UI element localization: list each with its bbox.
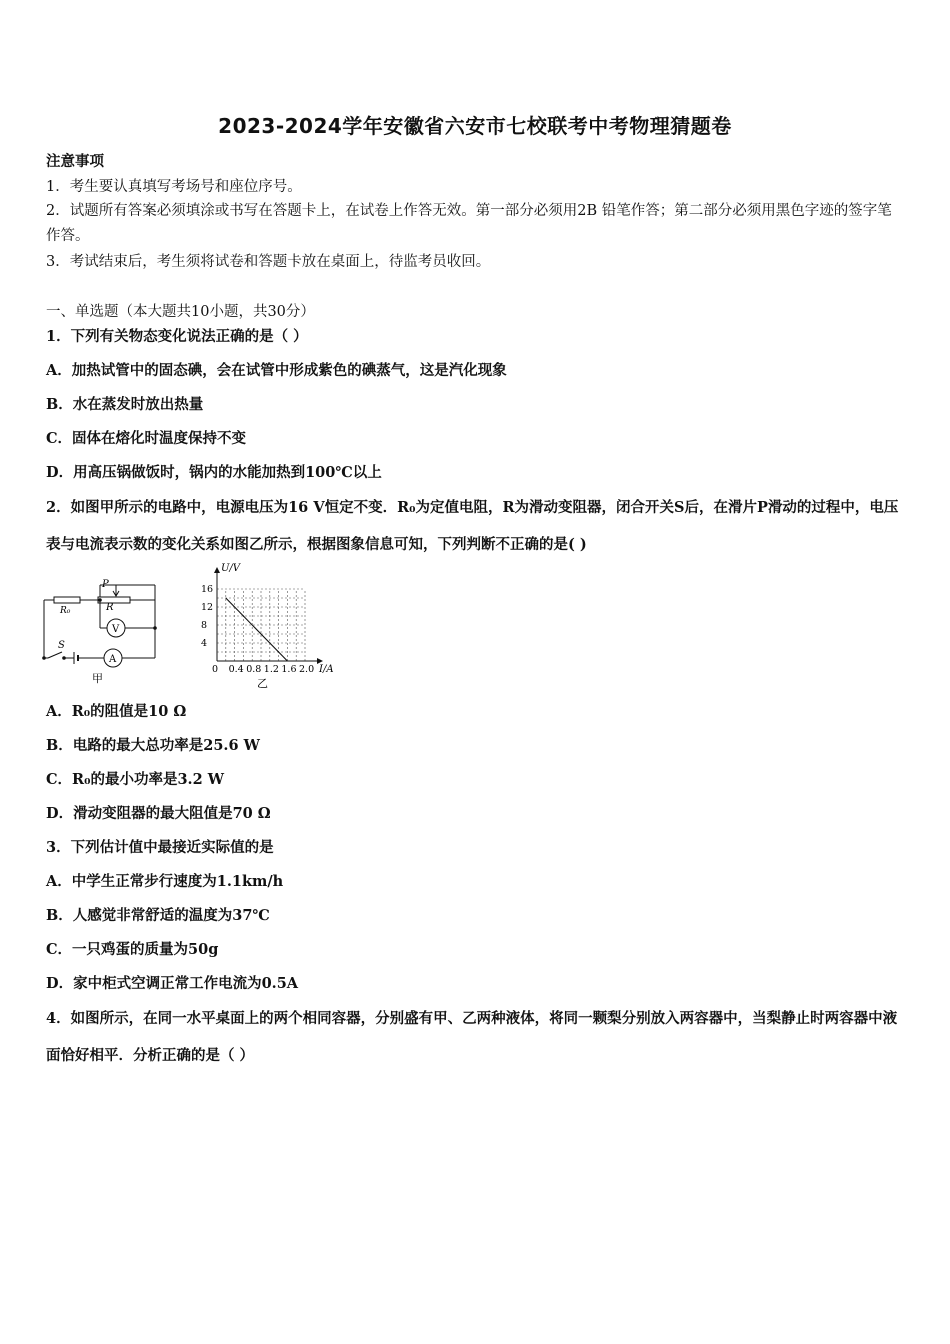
q2-stem: 2．如图甲所示的电路中，电源电压为16 V恒定不变．R₀为定值电阻，R为滑动变阻器，闭合开关S后，在滑片P滑动的过程中，电压表与电流表示数的变化关系如图乙所示，根据图象信息可知，下列判断不正确的是( ) — [46, 499, 899, 553]
notice-item-3: 3．考试结束后，考生须将试卷和答题卡放在桌面上，待监考员收回。 — [46, 254, 491, 270]
notice-item-2: 2．试题所有答案必须填涂或书写在答题卡上，在试卷上作答无效。第一部分必须用2B 铅笔作答；第二部分必须用黑色字迹的签字笔作答。 — [46, 203, 892, 244]
q1-option-c: C．固体在熔化时温度保持不变 — [46, 430, 247, 447]
circuit-diagram — [40, 578, 165, 688]
q3-option-c: C．一只鸡蛋的质量为50g — [46, 941, 219, 958]
y-axis-arrow — [214, 567, 220, 573]
notice-item-1: 1．考生要认真填写考场号和座位序号。 — [46, 179, 302, 195]
q1-option-b: B．水在蒸发时放出热量 — [46, 396, 204, 413]
voltmeter-label: V — [112, 624, 120, 635]
ammeter-label: A — [109, 654, 117, 665]
q3-stem: 3．下列估计值中最接近实际值的是 — [46, 839, 274, 856]
q2-option-a: A．R₀的阻值是10 Ω — [46, 703, 187, 720]
q2-option-c: C．R₀的最小功率是3.2 W — [46, 771, 224, 788]
y-axis-label: U/V — [221, 563, 241, 574]
q3-option-a: A．中学生正常步行速度为1.1km/h — [46, 873, 284, 890]
series-line — [226, 598, 288, 661]
q1-stem: 1．下列有关物态变化说法正确的是（ ） — [46, 328, 308, 345]
q3-option-b: B．人感觉非常舒适的温度为37℃ — [46, 907, 270, 924]
y-tick-label: 16 — [201, 584, 214, 595]
x-tick-label: 0.4 — [228, 664, 244, 675]
q3-option-d: D．家中柜式空调正常工作电流为0.5A — [46, 975, 299, 992]
graph-caption: 乙 — [257, 677, 268, 690]
x-tick-label: 1.2 — [263, 664, 279, 675]
ui-graph — [195, 562, 350, 692]
graph-series — [226, 598, 288, 661]
q1-option-a: A．加热试管中的固态碘，会在试管中形成紫色的碘蒸气，这是汽化现象 — [46, 362, 507, 379]
r0-label: R₀ — [60, 606, 71, 616]
y-tick-label: 12 — [201, 602, 214, 613]
x-tick-label: 0 — [212, 664, 219, 675]
q4-stem: 4．如图所示，在同一水平桌面上的两个相同容器，分别盛有甲、乙两种液体，将同一颗梨分别放入两容器中，当梨静止时两容器中液面恰好相平．分析正确的是（ ） — [46, 1010, 898, 1064]
notice-heading: 注意事项 — [46, 153, 104, 170]
x-tick-label: 1.6 — [281, 664, 297, 675]
x-tick-label: 2.0 — [299, 664, 315, 675]
q2-option-b: B．电路的最大总功率是25.6 W — [46, 737, 260, 754]
switch-label: S — [58, 640, 65, 651]
r-label: R — [106, 602, 114, 613]
circuit-caption: 甲 — [92, 672, 103, 685]
section-heading: 一、单选题（本大题共10小题，共30分） — [46, 304, 315, 320]
y-tick-label: 4 — [201, 638, 208, 649]
q2-option-d: D．滑动变阻器的最大阻值是70 Ω — [46, 805, 271, 822]
x-tick-label: 0.8 — [246, 664, 262, 675]
x-axis-label: I/A — [319, 664, 334, 675]
p-label: P — [102, 579, 109, 590]
page-title: 2023-2024学年安徽省六安市七校联考中考物理猜题卷 — [218, 114, 732, 138]
graph-grid — [214, 567, 323, 664]
y-tick-label: 8 — [201, 620, 208, 631]
q1-option-d: D．用高压锅做饭时，锅内的水能加热到100℃以上 — [46, 464, 382, 481]
